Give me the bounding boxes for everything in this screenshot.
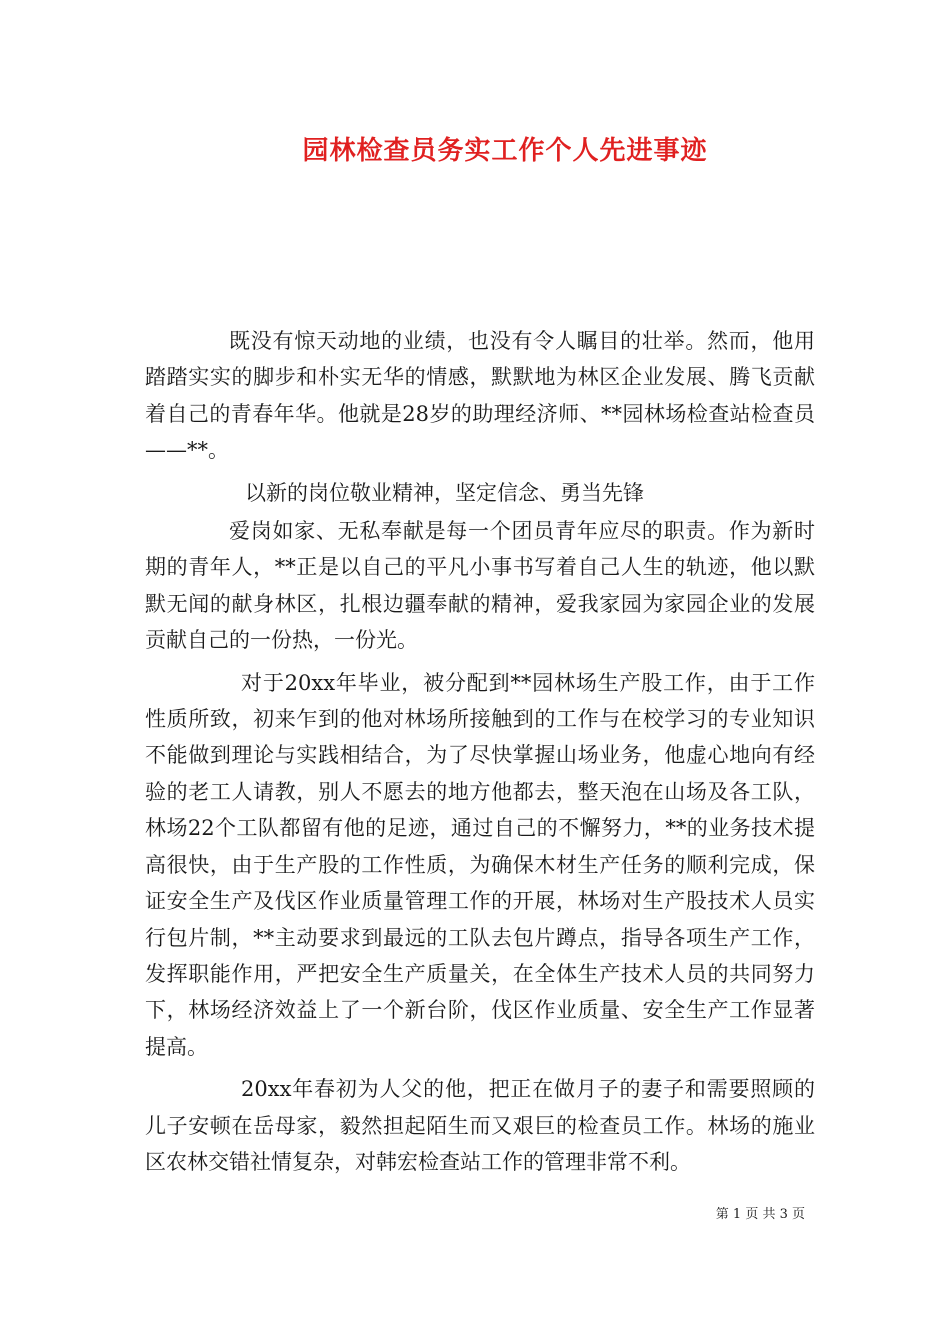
page-number: 第 1 页 共 3 页	[715, 1207, 805, 1222]
paragraph-dedication: 爱岗如家、无私奉献是每一个团员青年应尽的职责。作为新时期的青年人，**正是以自己的平凡小事书写着自己人生的轨迹，他以默默无闻的献身林区，扎根边疆奉献的精神，爱我家园为家园企业的发展贡献自己的一份热，一份光。	[145, 519, 815, 653]
paragraph-intro: 既没有惊天动地的业绩，也没有令人瞩目的壮举。然而，他用踏踏实实的脚步和朴实无华的情感，默默地为林区企业发展、腾飞贡献着自己的青春年华。他就是28岁的助理经济师、**园林场检查站检查员——**。	[145, 329, 815, 463]
paragraph-inspector: 20xx年春初为人父的他，把正在做月子的妻子和需要照顾的儿子安顿在岳母家，毅然担起陌生而又艰巨的检查员工作。林场的施业区农林交错社情复杂，对韩宏检查站工作的管理非常不利。	[145, 1077, 815, 1174]
document-title: 园林检查员务实工作个人先进事迹	[302, 136, 708, 166]
section-heading: 以新的岗位敬业精神，坚定信念、勇当先锋	[245, 480, 644, 505]
paragraph-career: 对于20xx年毕业，被分配到**园林场生产股工作，由于工作性质所致，初来乍到的他对林场所接触到的工作与在校学习的专业知识不能做到理论与实践相结合，为了尽快掌握山场业务，他虚心地向有经验的老工人请教，别人不愿去的地方他都去，整天泡在山场及各工队，林场22个工队都留有他的足迹，通过自己的不懈努力，**的业务技术提高很快，由于生产股的工作性质，为确保木材生产任务的顺利完成，保证安全生产及伐区作业质量管理工作的开展，林场对生产股技术人员实行包片制，**主动要求到最远的工队去包片蹲点，指导各项生产工作，发挥职能作用，严把安全生产质量关，在全体生产技术人员的共同努力下，林场经济效益上了一个新台阶，伐区作业质量、安全生产工作显著提高。	[145, 670, 815, 1059]
document-body	[145, 323, 815, 1180]
